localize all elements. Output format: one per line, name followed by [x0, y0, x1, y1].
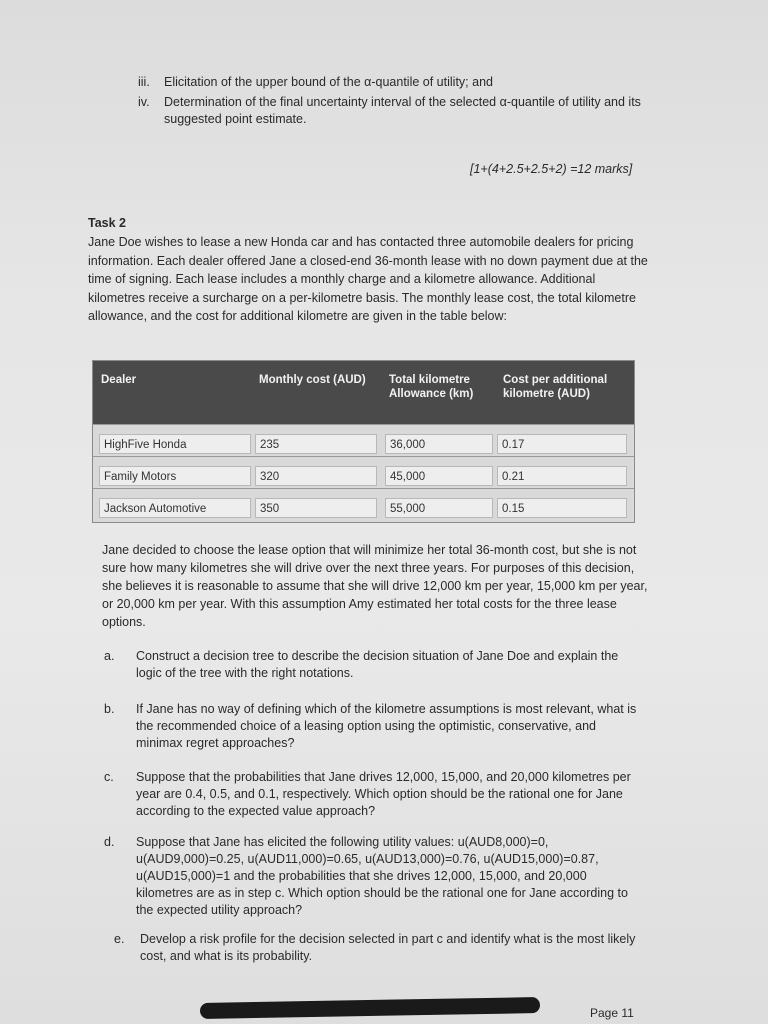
header-km-allowance: Total kilometre Allowance (km) — [389, 374, 474, 400]
header-monthly-cost: Monthly cost (AUD) — [259, 374, 366, 386]
task-intro: Jane Doe wishes to lease a new Honda car and has contacted three automobile dealers for pricing information. Each dealer offered Jane a closed-end 36-month lease with no down payment due at the time of signing. Each lease includes a monthly charge and a kilometre allowance. Additional kilometres receive a surcharge on a per-kilometre basis. The monthly lease cost, the total kilometre allowance, and the cost for additional kilometre are given in the table below: — [88, 235, 648, 323]
question-text: Develop a risk profile for the decision selected in part c and identify what is the most likely cost, and what is its probability. — [140, 932, 636, 963]
question-b — [104, 701, 644, 752]
header-dealer: Dealer — [101, 374, 137, 386]
question-label: e. — [114, 932, 125, 946]
list-item-iv — [138, 94, 660, 130]
question-c — [104, 769, 644, 820]
cell-monthly: 235 — [255, 434, 377, 454]
question-label: b. — [104, 702, 115, 716]
table-row — [93, 456, 634, 489]
item-number: iii. — [138, 75, 150, 89]
item-text: Determination of the final uncertainty interval of the selected α-quantile of utility and its suggested point estimate. — [164, 95, 641, 126]
header-cost-per-km: Cost per additional kilometre (AUD) — [503, 374, 608, 400]
question-a — [104, 648, 644, 682]
cell-dealer: Jackson Automotive — [99, 498, 251, 518]
cell-monthly: 320 — [255, 466, 377, 486]
task-title: Task 2 — [88, 216, 126, 230]
cell-dealer: Family Motors — [99, 466, 251, 486]
cell-allowance: 55,000 — [385, 498, 493, 518]
page-number: Page 11 — [590, 1006, 634, 1020]
question-text: Construct a decision tree to describe the decision situation of Jane Doe and explain the logic of the tree with the right notations. — [136, 649, 619, 680]
item-text: Elicitation of the upper bound of the α-quantile of utility; and — [164, 75, 493, 89]
cell-cost-per-km: 0.15 — [497, 498, 627, 518]
question-label: d. — [104, 835, 115, 849]
question-text: If Jane has no way of defining which of the kilometre assumptions is most relevant, what is the recommended choice of a leasing option using the optimistic, conservative, and minimax regret approaches? — [136, 702, 637, 750]
question-text: Suppose that Jane has elicited the following utility values: u(AUD8,000)=0, u(AUD9,000)=0.25, u(AUD11,000)=0.65, u(AUD13,000)=0.76, u(AUD15,000)=0.87, u(AUD15,000)=1 and the probabilities that she drives 12,000, 15,000, and 20,000 kilometres are as in step c. Which option should be the rational one for Jane according to the expected utility approach? — [136, 835, 628, 917]
table-row — [93, 488, 634, 521]
cell-allowance: 36,000 — [385, 434, 493, 454]
question-d — [104, 834, 644, 919]
cell-dealer: HighFive Honda — [99, 434, 251, 454]
question-label: a. — [104, 649, 115, 663]
table-header — [93, 361, 634, 424]
cell-cost-per-km: 0.17 — [497, 434, 627, 454]
item-number: iv. — [138, 95, 150, 109]
question-e — [114, 931, 644, 965]
decision-paragraph: Jane decided to choose the lease option that will minimize her total 36-month cost, but she is not sure how many kilometres she will drive over the next three years. For purposes of this decision, she believes it is reasonable to assume that she will drive 12,000 km per year, 15,000 km per year, or 20,000 km per year. With this assumption Amy estimated her total costs for the three lease options. — [102, 543, 648, 629]
redaction-scribble — [200, 997, 540, 1019]
cell-allowance: 45,000 — [385, 466, 493, 486]
table-row — [93, 424, 634, 457]
list-item-iii — [138, 74, 658, 92]
question-label: c. — [104, 770, 114, 784]
cell-monthly: 350 — [255, 498, 377, 518]
question-text: Suppose that the probabilities that Jane drives 12,000, 15,000, and 20,000 kilometres per year are 0.4, 0.5, and 0.1, respectively. Which option should be the rational one for Jane according to the expected value approach? — [136, 770, 631, 818]
marks-allocation: [1+(4+2.5+2.5+2) =12 marks] — [470, 162, 633, 176]
lease-table — [92, 360, 635, 523]
cell-cost-per-km: 0.21 — [497, 466, 627, 486]
